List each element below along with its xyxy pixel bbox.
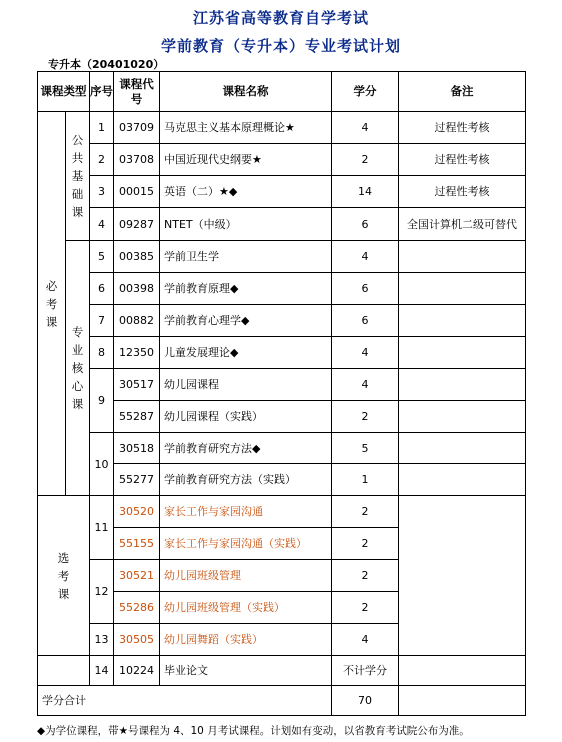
name-cell: 学前教育研究方法◆ [160, 433, 332, 464]
seq-cell: 8 [90, 337, 114, 369]
page-subtitle-title: 学前教育（专升本）专业考试计划 [160, 37, 401, 55]
code-cell: 09287 [114, 208, 160, 241]
name-cell: 幼儿园舞蹈（实践） [160, 624, 332, 656]
total-remark [399, 686, 526, 716]
credit-cell: 2 [332, 528, 399, 560]
table-row [38, 433, 526, 464]
table-row [38, 176, 526, 208]
seq-cell: 1 [90, 112, 114, 144]
total-row [38, 686, 526, 716]
name-cell: 幼儿园课程 [160, 369, 332, 401]
seq-cell: 9 [90, 369, 114, 433]
code-cell: 03708 [114, 144, 160, 176]
footnote [37, 723, 557, 738]
code-cell: 00398 [114, 273, 160, 305]
code-cell: 00882 [114, 305, 160, 337]
code-cell: 55286 [114, 592, 160, 624]
remark-cell: 过程性考核 [399, 144, 526, 176]
name-cell: 学前教育研究方法（实践） [160, 464, 332, 496]
total-credit: 70 [332, 686, 399, 716]
remark-cell [399, 369, 526, 401]
seq-cell: 10 [90, 433, 114, 496]
empty-type-cell [38, 656, 90, 686]
remark-cell: 过程性考核 [399, 112, 526, 144]
credit-cell: 14 [332, 176, 399, 208]
name-cell: 学前卫生学 [160, 241, 332, 273]
code-cell: 30517 [114, 369, 160, 401]
name-cell: 家长工作与家园沟通 [160, 496, 332, 528]
name-cell: 幼儿园班级管理 [160, 560, 332, 592]
code-cell: 30521 [114, 560, 160, 592]
code-cell: 55287 [114, 401, 160, 433]
table-header-row [38, 72, 526, 112]
credit-cell: 4 [332, 337, 399, 369]
name-cell: 学前教育原理◆ [160, 273, 332, 305]
credit-cell: 4 [332, 624, 399, 656]
seq-cell: 5 [90, 241, 114, 273]
page-title: 江苏省高等教育自学考试 [192, 9, 369, 27]
seq-cell: 3 [90, 176, 114, 208]
seq-cell: 7 [90, 305, 114, 337]
code-cell: 30518 [114, 433, 160, 464]
group-required: 必考课 [38, 112, 66, 496]
remark-cell [399, 656, 526, 686]
header-name: 课程名称 [160, 72, 332, 112]
exam-plan-table [37, 71, 526, 716]
credit-cell: 4 [332, 112, 399, 144]
footnote-text: ◆为学位课程，带★号课程为 4、10 月考试课程。计划如有变动，以省教育考试院公布为准。 [37, 725, 470, 737]
table-row [38, 369, 526, 401]
credit-cell: 2 [332, 560, 399, 592]
code-cell: 03709 [114, 112, 160, 144]
seq-cell: 4 [90, 208, 114, 241]
group-public-basic: 公共基础课 [66, 112, 90, 241]
header-seq: 序号 [90, 72, 114, 112]
remark-cell: 全国计算机二级可替代 [399, 208, 526, 241]
remark-cell [399, 401, 526, 433]
total-label: 学分合计 [38, 686, 332, 716]
remark-cell [399, 337, 526, 369]
remark-cell: 过程性考核 [399, 176, 526, 208]
table-row [38, 112, 526, 144]
credit-cell: 2 [332, 144, 399, 176]
name-cell: NTET（中级） [160, 208, 332, 241]
seq-cell: 12 [90, 560, 114, 624]
code-cell: 55277 [114, 464, 160, 496]
group-elective: 选考课 [38, 496, 90, 656]
code-cell: 12350 [114, 337, 160, 369]
credit-cell: 4 [332, 369, 399, 401]
credit-cell: 1 [332, 464, 399, 496]
header-code: 课程代号 [114, 72, 160, 112]
code-cell: 00385 [114, 241, 160, 273]
remark-cell [399, 241, 526, 273]
code-cell: 00015 [114, 176, 160, 208]
table-row [38, 305, 526, 337]
remark-cell [399, 305, 526, 337]
name-cell: 学前教育心理学◆ [160, 305, 332, 337]
credit-cell: 2 [332, 496, 399, 528]
table-row [38, 208, 526, 241]
table-row [38, 241, 526, 273]
remark-cell [399, 433, 526, 464]
header-course-type: 课程类型 [38, 72, 90, 112]
credit-cell: 5 [332, 433, 399, 464]
header-remark: 备注 [399, 72, 526, 112]
credit-cell: 6 [332, 305, 399, 337]
table-row [38, 273, 526, 305]
credit-cell: 2 [332, 592, 399, 624]
credit-cell: 不计学分 [332, 656, 399, 686]
code-cell: 10224 [114, 656, 160, 686]
name-cell: 马克思主义基本原理概论★ [160, 112, 332, 144]
table-row [38, 496, 526, 528]
name-cell: 毕业论文 [160, 656, 332, 686]
seq-cell: 14 [90, 656, 114, 686]
table-row [38, 337, 526, 369]
remark-cell [399, 273, 526, 305]
code-cell: 55155 [114, 528, 160, 560]
credit-cell: 6 [332, 273, 399, 305]
seq-cell: 6 [90, 273, 114, 305]
code-cell: 30520 [114, 496, 160, 528]
name-cell: 家长工作与家园沟通（实践） [160, 528, 332, 560]
name-cell: 幼儿园班级管理（实践） [160, 592, 332, 624]
credit-cell: 6 [332, 208, 399, 241]
credit-cell: 2 [332, 401, 399, 433]
table-row [38, 144, 526, 176]
name-cell: 英语（二）★◆ [160, 176, 332, 208]
name-cell: 中国近现代史纲要★ [160, 144, 332, 176]
seq-cell: 11 [90, 496, 114, 560]
credit-cell: 4 [332, 241, 399, 273]
remark-cell [399, 464, 526, 496]
seq-cell: 2 [90, 144, 114, 176]
name-cell: 幼儿园课程（实践） [160, 401, 332, 433]
group-professional-core: 专业核心课 [66, 241, 90, 496]
name-cell: 儿童发展理论◆ [160, 337, 332, 369]
program-code: 专升本（20401020） [48, 58, 165, 71]
table-row [38, 656, 526, 686]
header-credit: 学分 [332, 72, 399, 112]
seq-cell: 13 [90, 624, 114, 656]
remark-cell [399, 496, 526, 656]
code-cell: 30505 [114, 624, 160, 656]
